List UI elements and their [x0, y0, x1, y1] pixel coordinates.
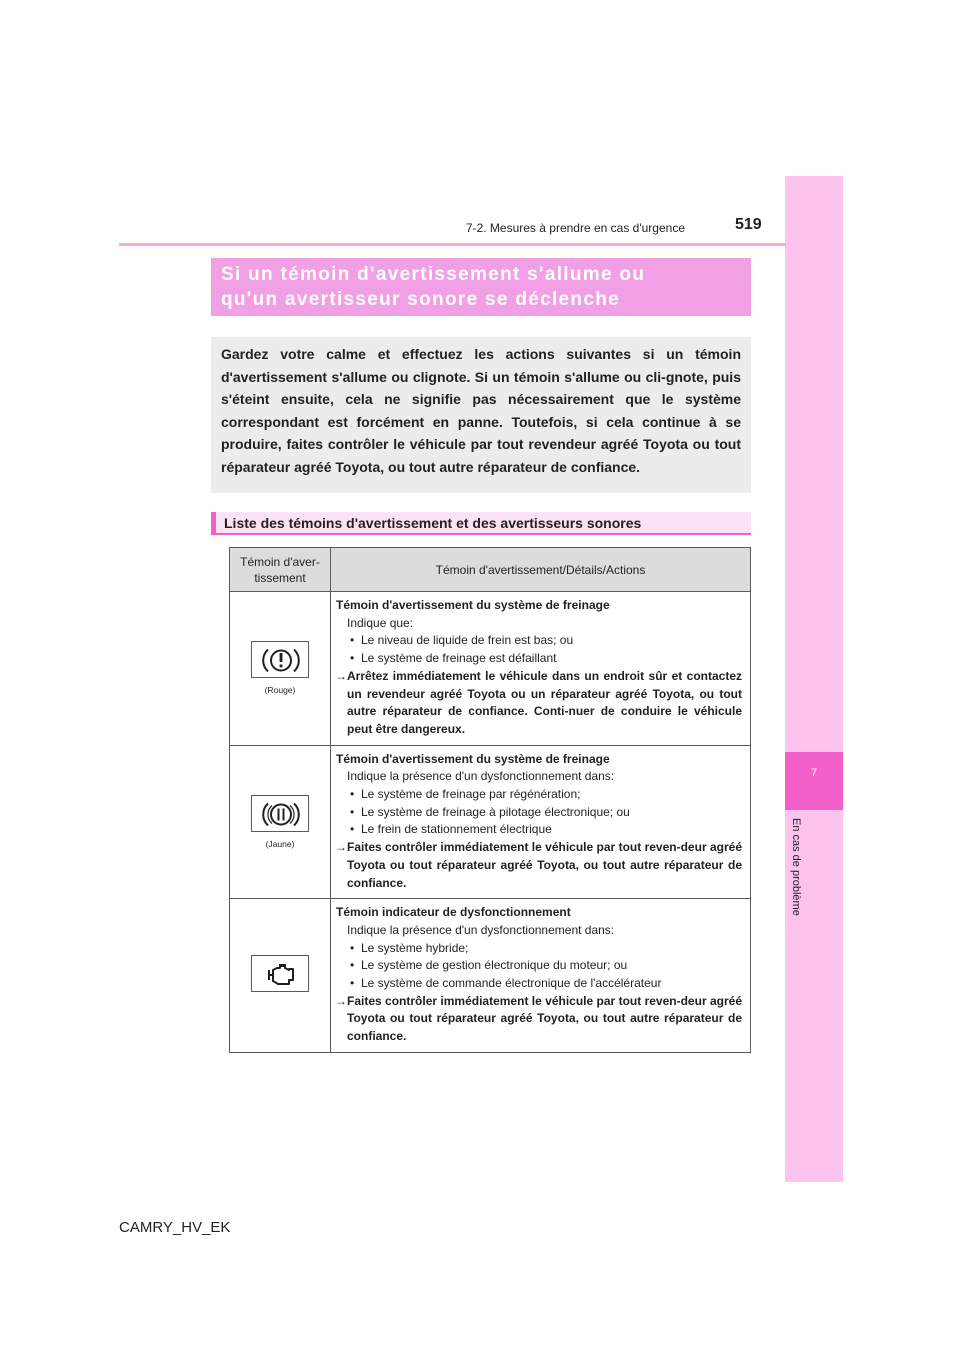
warning-action	[336, 839, 742, 892]
warning-description: Indique que:	[347, 615, 414, 630]
section-heading: 7-2. Mesures à prendre en cas d'urgence	[465, 221, 685, 235]
list-item: • Le système de freinage à pilotage électronique; ou	[336, 804, 742, 822]
banner-title-line-1: Si un témoin d'avertissement s'allume ou	[221, 264, 646, 285]
chapter-side-tab	[785, 176, 843, 1182]
warning-bullet-list	[336, 632, 742, 667]
icon-caption-yellow: (Jaune)	[265, 838, 295, 849]
action-text: Arrêtez immédiatement le véhicule dans un endroit sûr et contactez un revendeur agréé Toyota ou un réparateur agréé Toyota, ou tout autre réparateur de confiance. Conti-nuer de conduire le véhicule peut être dangereux.	[347, 668, 742, 736]
header-rule	[119, 243, 786, 246]
chapter-number: 7	[810, 767, 818, 779]
list-item: • Le système hybride;	[336, 940, 742, 958]
column-header-details: Témoin d'avertissement/Détails/Actions	[331, 548, 751, 592]
table-row	[230, 899, 751, 1053]
icon-caption-red: (Rouge)	[264, 685, 296, 696]
warning-table	[229, 547, 751, 1053]
warning-bullet-list	[336, 940, 742, 993]
indicator-cell	[230, 745, 331, 899]
action-text: Faites contrôler immédiatement le véhicule par tout reven-deur agréé Toyota ou tout réparateur agréé Toyota, ou tout autre réparateur de confiance.	[347, 993, 742, 1044]
table-header-row	[230, 548, 751, 592]
intro-text: Gardez votre calme et effectuez les actions suivantes si un témoin d'avertissement s'allume ou clignote. Si un témoin s'allume ou cli-gnote, puis s'éteint ensuite, cela ne signifie pas nécessairement que le système correspondant est forcément en panne. Toutefois, si cela continue à se produire, faites contrôler le véhicule par tout revendeur agréé Toyota ou tout réparateur agréé Toyota, ou tout autre réparateur de confiance.	[221, 346, 741, 475]
banner-title-line-2: qu'un avertisseur sonore se déclenche	[221, 289, 620, 310]
list-subheading: Liste des témoins d'avertissement et des avertisseurs sonores	[211, 512, 751, 535]
chapter-title: En cas de problème	[790, 818, 802, 916]
warning-action	[336, 993, 742, 1046]
warning-title: Témoin d'avertissement du système de freinage	[336, 751, 610, 766]
table-row	[230, 745, 751, 899]
list-item: • Le système de commande électronique de l'accélérateur	[336, 975, 742, 993]
indicator-cell	[230, 592, 331, 746]
check-engine-icon	[251, 955, 309, 992]
title-banner	[211, 258, 751, 316]
action-text: Faites contrôler immédiatement le véhicule par tout reven-deur agréé Toyota ou tout réparateur agréé Toyota, ou tout autre réparateur de confiance.	[347, 840, 742, 890]
list-item: • Le niveau de liquide de frein est bas; ou	[336, 632, 742, 650]
warning-bullet-list	[336, 786, 742, 839]
brake-warning-red-icon	[251, 641, 309, 678]
column-header-indicator: Témoin d'aver-tissement	[230, 548, 331, 592]
details-cell	[331, 592, 751, 746]
model-code: CAMRY_HV_EK	[119, 1219, 231, 1236]
table-row	[230, 592, 751, 746]
details-cell	[331, 899, 751, 1053]
chapter-tab-marker[interactable]	[785, 752, 843, 810]
arrow-icon: →	[335, 668, 347, 683]
warning-description: Indique la présence d'un dysfonctionnement dans:	[347, 922, 615, 937]
warning-title: Témoin indicateur de dysfonctionnement	[336, 905, 571, 920]
arrow-icon: →	[335, 993, 347, 1008]
list-item: • Le frein de stationnement électrique	[336, 821, 742, 839]
warning-action	[336, 668, 742, 739]
indicator-cell	[230, 899, 331, 1053]
warning-title: Témoin d'avertissement du système de freinage	[336, 598, 610, 612]
intro-box	[211, 337, 751, 493]
list-item: • Le système de freinage est défaillant	[336, 650, 742, 668]
page-number: 519	[735, 216, 762, 233]
arrow-icon: →	[335, 840, 347, 855]
brake-warning-yellow-icon	[251, 795, 309, 832]
details-cell	[331, 745, 751, 899]
list-item: • Le système de gestion électronique du moteur; ou	[336, 957, 742, 975]
warning-description: Indique la présence d'un dysfonctionnement dans:	[347, 769, 615, 784]
list-item: • Le système de freinage par régénération;	[336, 786, 742, 804]
